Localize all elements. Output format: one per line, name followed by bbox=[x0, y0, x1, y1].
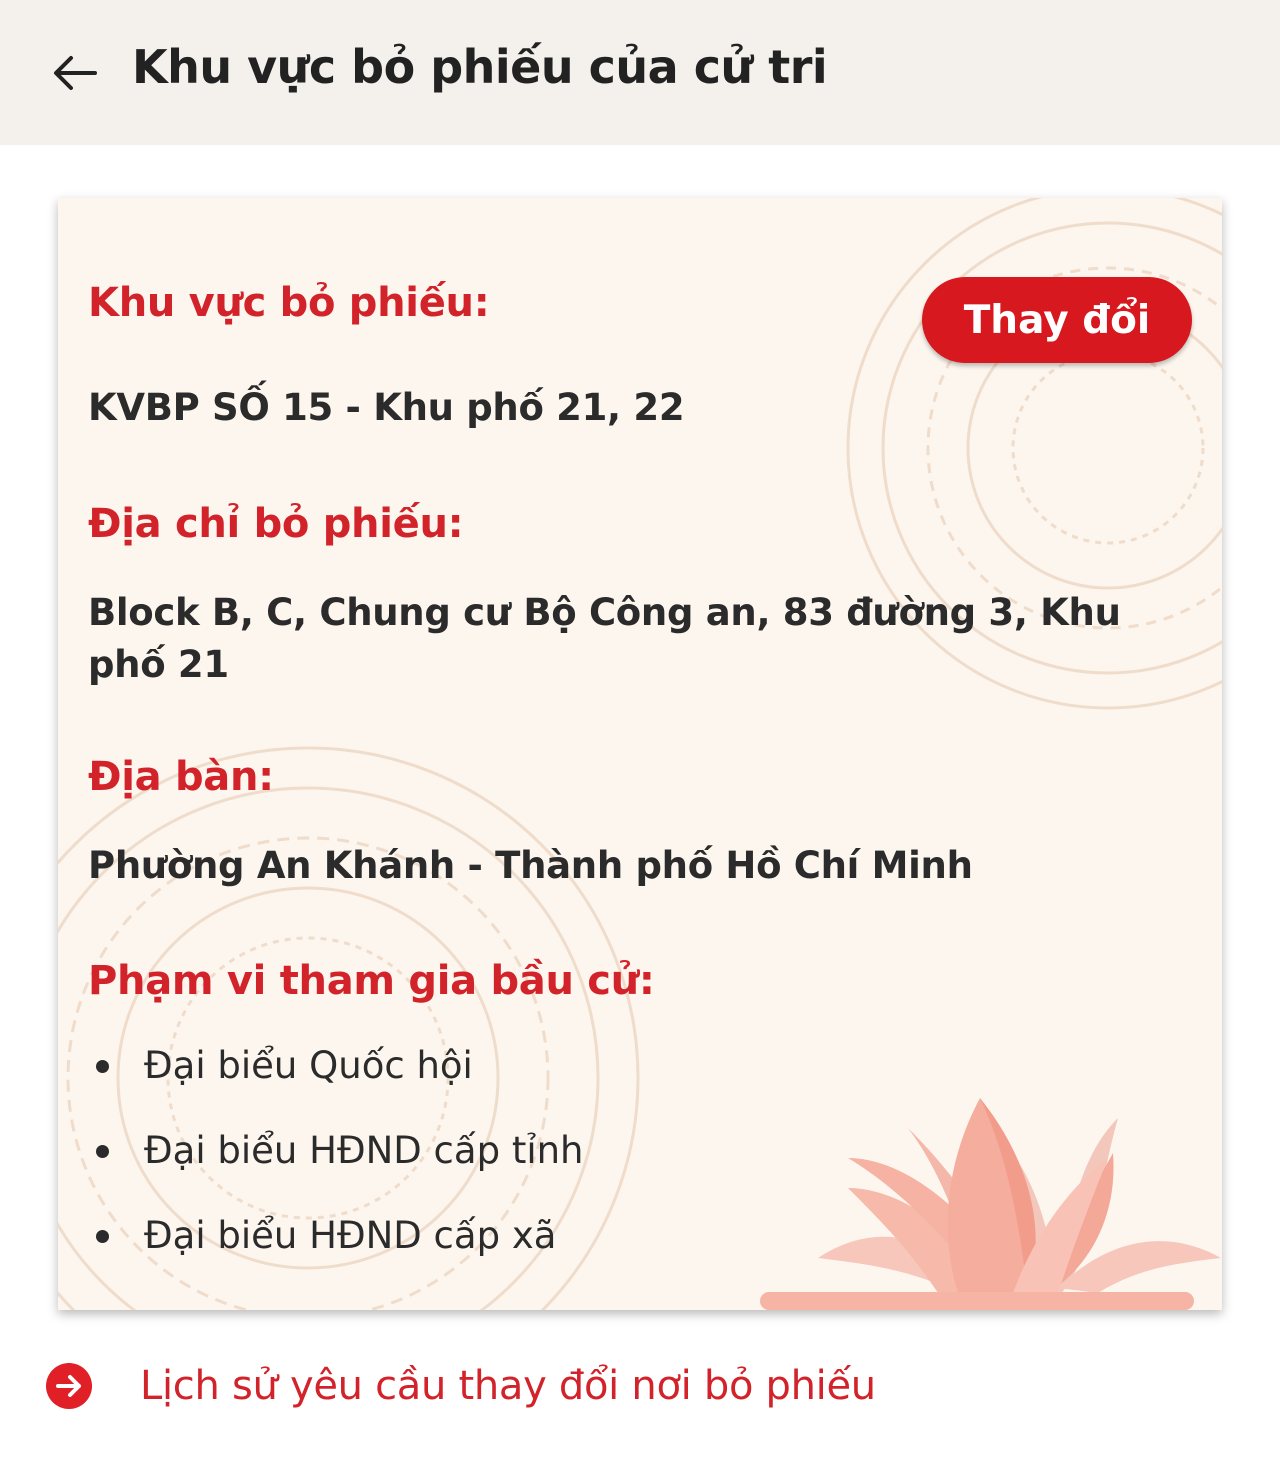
scope-item bbox=[88, 1208, 584, 1293]
scope-item-text: Đại biểu HĐND cấp tỉnh bbox=[144, 1129, 584, 1172]
bullet-icon bbox=[96, 1145, 109, 1158]
locality-value: Phường An Khánh - Thành phố Hồ Chí Minh bbox=[88, 844, 973, 887]
change-button[interactable]: Thay đổi bbox=[922, 277, 1192, 363]
scope-item bbox=[88, 1123, 584, 1208]
arrow-left-icon bbox=[53, 55, 97, 91]
back-button[interactable] bbox=[48, 46, 102, 100]
scope-item bbox=[88, 1038, 584, 1123]
bullet-icon bbox=[96, 1060, 109, 1073]
area-label: Khu vực bỏ phiếu: bbox=[88, 280, 490, 326]
address-label: Địa chỉ bỏ phiếu: bbox=[88, 501, 464, 547]
history-link[interactable] bbox=[46, 1355, 926, 1417]
scope-label: Phạm vi tham gia bầu cử: bbox=[88, 958, 655, 1004]
history-link-label: Lịch sử yêu cầu thay đổi nơi bỏ phiếu bbox=[140, 1363, 876, 1409]
scope-item-text: Đại biểu HĐND cấp xã bbox=[144, 1214, 557, 1257]
lotus-flower bbox=[760, 1098, 1221, 1310]
page-title: Khu vực bỏ phiếu của cử tri bbox=[132, 40, 828, 94]
area-value: KVBP SỐ 15 - Khu phố 21, 22 bbox=[88, 386, 685, 429]
arrow-right-circle-icon bbox=[46, 1363, 92, 1409]
scope-list bbox=[88, 1038, 584, 1293]
app-header bbox=[0, 0, 1280, 145]
bullet-icon bbox=[96, 1230, 109, 1243]
address-value: Block B, C, Chung cư Bộ Công an, 83 đường 3, Khu phố 21 bbox=[88, 591, 1121, 686]
scope-item-text: Đại biểu Quốc hội bbox=[144, 1044, 473, 1087]
voting-info-card bbox=[58, 198, 1222, 1310]
locality-label: Địa bàn: bbox=[88, 754, 274, 800]
